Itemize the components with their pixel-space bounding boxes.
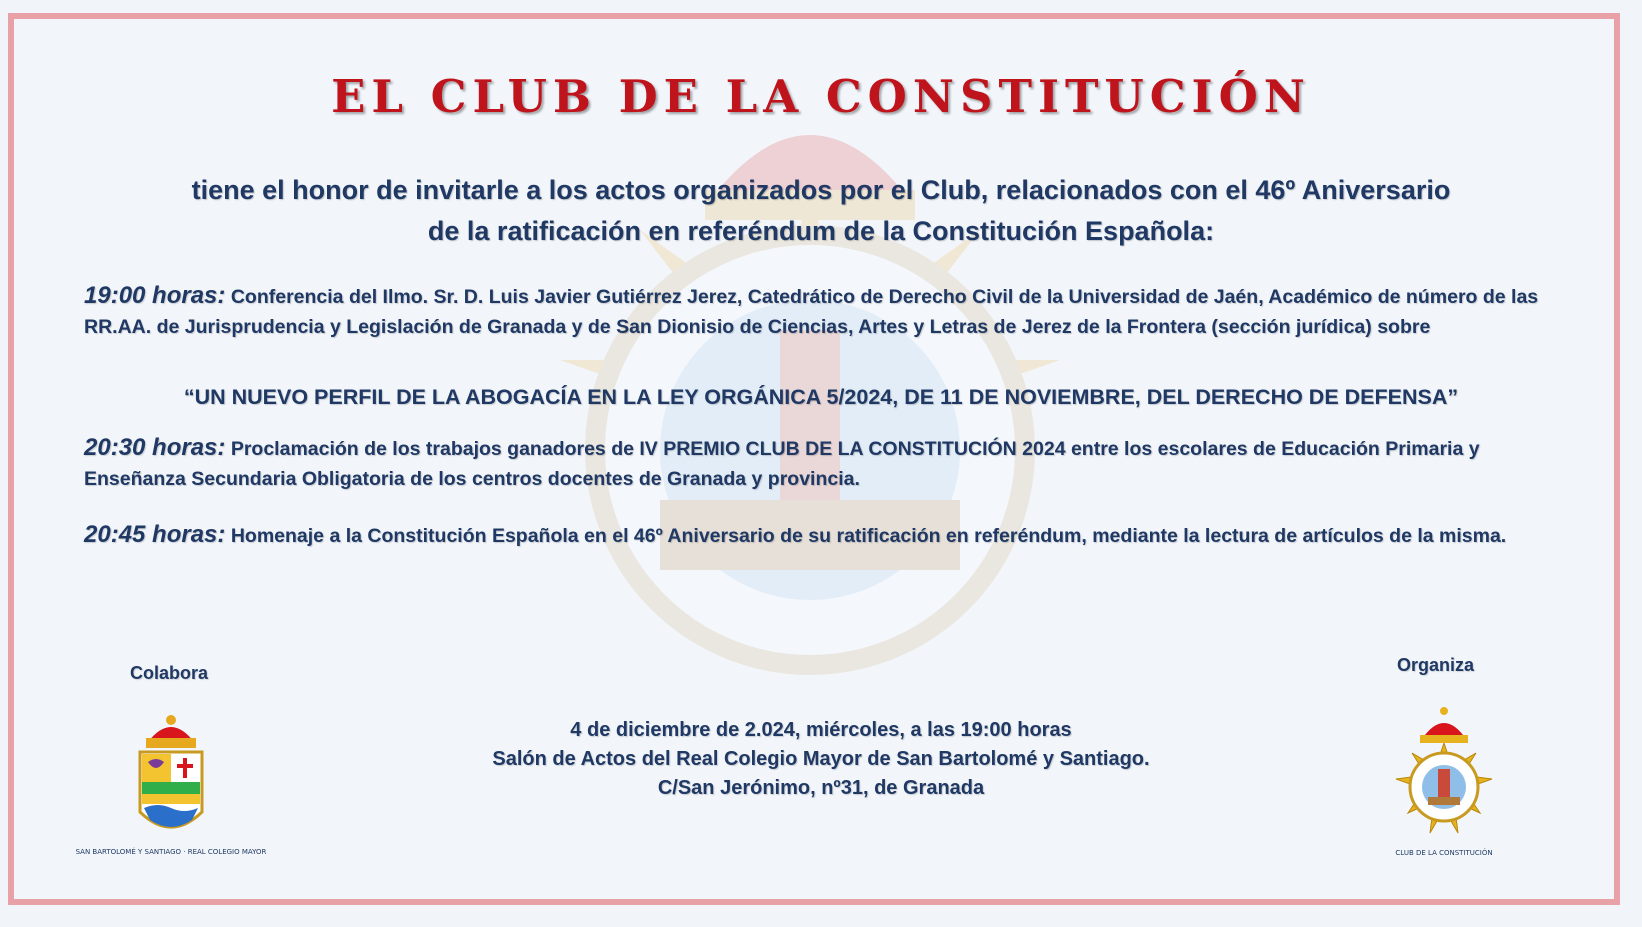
event-time: 20:30 horas: [84, 434, 226, 461]
intro-text [0, 170, 1642, 252]
intro-line-1: tiene el honor de invitarle a los actos organizados por el Club, relacionados con el 46º Aniversario [191, 175, 1451, 205]
event-time: 19:00 horas: [84, 282, 226, 309]
colegio-crest-icon [75, 712, 267, 860]
event-2030 [84, 433, 1574, 494]
colegio-crest-caption: SAN BARTOLOMÉ Y SANTIAGO · REAL COLEGIO MAYOR [75, 848, 267, 856]
club-emblem-icon [1388, 705, 1500, 860]
event-date: 4 de diciembre de 2.024, miércoles, a las 19:00 horas [570, 719, 1072, 741]
event-time: 20:45 horas: [84, 521, 226, 548]
page-title: EL CLUB DE LA CONSTITUCIÓN [331, 70, 1311, 123]
event-description: Proclamación de los trabajos ganadores de IV PREMIO CLUB DE LA CONSTITUCIÓN 2024 entre los escolares de Educación Primaria y Enseñanza Secundaria Obligatoria de los centros docentes de Granada y provincia. [84, 438, 1480, 490]
club-emblem-caption: CLUB DE LA CONSTITUCIÓN [1395, 849, 1493, 857]
intro-line-2: de la ratificación en referéndum de la Constitución Española: [427, 216, 1215, 246]
event-2045 [84, 520, 1574, 551]
lecture-title: “UN NUEVO PERFIL DE LA ABOGACÍA EN LA LEY ORGÁNICA 5/2024, DE 11 DE NOVIEMBRE, DEL DERECHO DE DEFENSA” [183, 385, 1459, 409]
event-1900 [84, 281, 1574, 342]
event-address: C/San Jerónimo, nº31, de Granada [657, 777, 985, 799]
event-venue: Salón de Actos del Real Colegio Mayor de San Bartolomé y Santiago. [492, 748, 1150, 770]
event-description: Homenaje a la Constitución Española en el 46º Aniversario de su ratificación en referéndum, mediante la lectura de artículos de la misma. [225, 525, 1507, 547]
organizer-label: Organiza [1397, 655, 1475, 675]
collaborator-label: Colabora [130, 663, 209, 683]
event-description: Conferencia del Ilmo. Sr. D. Luis Javier Gutiérrez Jerez, Catedrático de Derecho Civil de la Universidad de Jaén, Académico de número de las RR.AA. de Jurisprudencia y Legislación de Granada y de San Dionisio de Ciencias, Artes y Letras de Jerez de la Frontera (sección jurídica) sobre [84, 286, 1539, 338]
